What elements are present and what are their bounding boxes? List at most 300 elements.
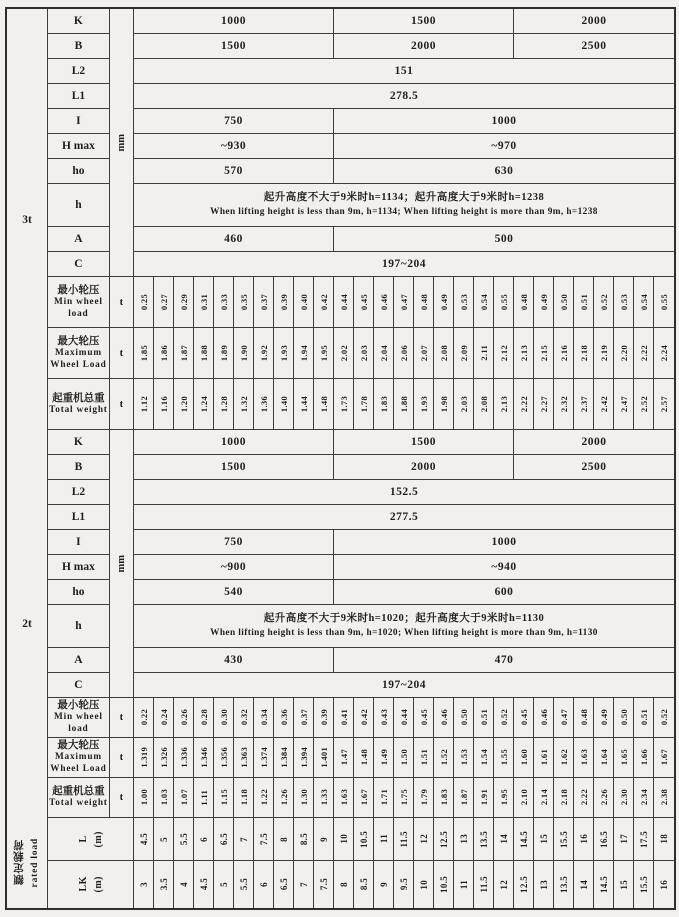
span-LK-value-cell <box>354 861 374 908</box>
span-LK-value-cell <box>634 861 654 908</box>
min-wheel-load-value: 0.41 <box>338 709 349 726</box>
span-L-value-cell <box>194 818 214 861</box>
dim-value-cell <box>514 9 674 34</box>
total-weight-value-cell <box>294 778 314 818</box>
dim-value-text: 1000 <box>491 536 517 548</box>
min-wheel-load-value: 0.39 <box>318 709 329 726</box>
max-wheel-load-value-cell <box>194 738 214 778</box>
max-wheel-load-value-cell <box>354 738 374 778</box>
dim-value-cell <box>334 430 514 455</box>
param-label: A <box>48 648 110 673</box>
total-weight-value-cell <box>274 778 294 818</box>
dim-value-text: 1500 <box>411 15 436 27</box>
total-weight-value-cell <box>154 379 174 430</box>
min-wheel-load-value: 0.49 <box>598 709 609 726</box>
unit-mm-text <box>114 555 130 573</box>
min-wheel-load-value: 0.22 <box>138 709 149 726</box>
min-wheel-load-label-cn: 最小轮压 <box>57 700 100 712</box>
dim-value-cell <box>334 34 514 59</box>
min-wheel-load-value: 0.34 <box>258 709 269 726</box>
total-weight-value-cell <box>654 778 674 818</box>
dim-value-cell <box>334 109 674 134</box>
dim-value-cell <box>134 430 334 455</box>
total-weight-label-en: Total weight <box>49 404 108 415</box>
min-wheel-load-value-cell <box>654 277 674 328</box>
total-weight-value: 2.10 <box>518 789 529 806</box>
span-LK-value: 3 <box>138 882 149 887</box>
dim-value-text: 500 <box>494 233 514 245</box>
param-label: I <box>48 109 110 134</box>
max-wheel-load-value: 1.48 <box>358 749 369 766</box>
span-LK-unit: (m) <box>92 876 104 893</box>
min-wheel-load-value-cell <box>234 698 254 738</box>
dim-value-cell <box>334 159 674 184</box>
min-wheel-load-value: 0.39 <box>278 293 289 311</box>
max-wheel-load-value: 1.374 <box>258 747 269 768</box>
dim-value-text: 1000 <box>491 115 517 127</box>
total-weight-value-cell <box>474 379 494 430</box>
dim-value-cell <box>134 580 334 605</box>
span-LK-value: 15 <box>618 879 629 890</box>
max-wheel-load-value: 1.60 <box>518 749 529 766</box>
min-wheel-load-value: 0.47 <box>398 293 409 311</box>
total-weight-value-cell <box>294 379 314 430</box>
span-L-value-cell <box>294 818 314 861</box>
min-wheel-load-value-cell <box>474 277 494 328</box>
max-wheel-load-value: 1.336 <box>178 747 189 768</box>
dim-value-cell <box>134 227 334 252</box>
dim-row <box>134 580 674 605</box>
span-L-value-cell <box>614 818 634 861</box>
min-wheel-load-value-cell <box>334 277 354 328</box>
total-weight-label-cn: 起重机总重 <box>52 786 105 798</box>
max-wheel-load-value: 1.394 <box>298 747 309 768</box>
span-LK-value-cell <box>594 861 614 908</box>
span-L-value: 8 <box>278 836 289 842</box>
span-LK-value: 9.5 <box>398 878 409 891</box>
max-wheel-load-value: 2.03 <box>358 344 369 362</box>
min-wheel-load-value-cell <box>314 277 334 328</box>
rated-load-label-text <box>12 838 42 887</box>
max-wheel-load-value: 1.64 <box>598 749 609 766</box>
dim-row <box>134 159 674 184</box>
min-wheel-load-value: 0.44 <box>338 293 349 311</box>
span-L-value-cell <box>514 818 534 861</box>
span-L-value: 7.5 <box>258 832 269 846</box>
total-weight-value: 1.98 <box>438 395 449 413</box>
min-wheel-load-value-cell <box>174 277 194 328</box>
total-weight-value-cell <box>494 778 514 818</box>
param-label: C <box>48 673 110 698</box>
span-L-value-cell <box>634 818 654 861</box>
dim-value-cell <box>134 530 334 555</box>
span-L-value: 12 <box>418 834 429 844</box>
span-L-value-cell <box>594 818 614 861</box>
max-wheel-load-value: 1.326 <box>158 747 169 768</box>
min-wheel-load-value-cell <box>454 698 474 738</box>
min-wheel-load-value-cell <box>374 277 394 328</box>
max-wheel-load-value: 1.384 <box>278 747 289 768</box>
dim-row <box>134 252 674 277</box>
max-wheel-load-value: 1.363 <box>238 747 249 768</box>
total-weight-value: 2.42 <box>598 395 609 413</box>
span-L-value-cell <box>174 818 194 861</box>
span-LK-value-cell <box>134 861 154 908</box>
max-wheel-load-value: 2.19 <box>598 344 609 362</box>
span-L-value: 17.5 <box>638 830 649 848</box>
min-wheel-load-value: 0.50 <box>618 709 629 726</box>
max-wheel-load-label <box>48 328 110 379</box>
span-L-value: 4.5 <box>138 832 149 846</box>
min-wheel-load-value-cell <box>534 698 554 738</box>
min-wheel-load-value-cell <box>394 698 414 738</box>
dim-value-text: 1000 <box>221 436 246 448</box>
span-L-value: 15.5 <box>558 830 569 848</box>
min-wheel-load-value: 0.37 <box>258 293 269 311</box>
dim-value-cell <box>134 505 674 530</box>
min-wheel-load-value-cell <box>294 698 314 738</box>
min-wheel-load-label-cn: 最小轮压 <box>57 284 100 296</box>
total-weight-value: 1.20 <box>178 395 189 413</box>
total-weight-value: 1.87 <box>458 789 469 806</box>
total-weight-label <box>48 379 110 430</box>
min-wheel-load-value-cell <box>594 277 614 328</box>
min-wheel-load-value-cell <box>154 277 174 328</box>
max-wheel-load-value: 1.61 <box>538 749 549 766</box>
total-weight-value-cell <box>534 778 554 818</box>
max-wheel-load-value-cell <box>374 328 394 379</box>
total-weight-value: 2.30 <box>618 789 629 806</box>
capacity-label-2t <box>7 430 48 818</box>
total-weight-value: 1.73 <box>338 395 349 413</box>
max-wheel-load-value: 1.62 <box>558 749 569 766</box>
param-label: K <box>48 430 110 455</box>
param-label: B <box>48 455 110 480</box>
unit-t-text: t <box>119 712 124 723</box>
max-wheel-load-value-cell <box>154 738 174 778</box>
rated-load-label-en: rated load <box>29 838 40 888</box>
span-L-value: 5.5 <box>178 832 189 846</box>
dim-value-text: 2000 <box>411 461 436 473</box>
max-wheel-load-value: 2.20 <box>618 344 629 362</box>
span-LK-value: 5 <box>218 882 229 887</box>
span-LK-value: 4.5 <box>198 878 209 891</box>
total-weight-value: 2.08 <box>478 395 489 413</box>
min-wheel-load-value-cell <box>414 277 434 328</box>
min-wheel-load-value: 0.52 <box>659 709 669 726</box>
max-wheel-load-value-cell <box>314 738 334 778</box>
min-wheel-load-value: 0.46 <box>438 709 449 726</box>
unit-t-text: t <box>119 347 124 359</box>
max-wheel-load-value-cell <box>274 328 294 379</box>
total-weight-value: 2.22 <box>518 395 529 413</box>
span-LK-value-cell <box>294 861 314 908</box>
dim-value-text: 2000 <box>581 436 607 448</box>
dim-value-cell <box>334 227 674 252</box>
span-L-value: 16 <box>578 834 589 844</box>
total-weight-value-cell <box>374 778 394 818</box>
max-wheel-load-value: 1.47 <box>338 749 349 766</box>
min-wheel-load-value-cell <box>334 698 354 738</box>
min-wheel-load-value: 0.47 <box>558 709 569 726</box>
min-wheel-load-value-cell <box>614 277 634 328</box>
min-wheel-load-value: 0.54 <box>478 293 489 311</box>
min-wheel-load-value: 0.52 <box>498 709 509 726</box>
min-wheel-load-value: 0.51 <box>578 293 589 311</box>
max-wheel-load-value-cell <box>274 738 294 778</box>
span-LK-value: 13 <box>538 879 549 890</box>
param-label: h <box>48 184 110 227</box>
dim-row <box>134 455 674 480</box>
total-weight-value-cell <box>514 379 534 430</box>
span-L-value-cell <box>334 818 354 861</box>
total-weight-value-cell <box>614 379 634 430</box>
total-weight-value-cell <box>254 778 274 818</box>
max-wheel-load-value-cell <box>334 328 354 379</box>
max-wheel-load-value-cell <box>594 328 614 379</box>
max-wheel-load-value: 2.22 <box>638 344 649 362</box>
dim-value-cell <box>334 134 674 159</box>
max-wheel-load-value: 1.55 <box>498 749 509 766</box>
dim-row <box>134 648 674 673</box>
min-wheel-load-value-cell <box>274 277 294 328</box>
total-weight-value: 1.24 <box>198 395 209 413</box>
max-wheel-load-value-cell <box>554 738 574 778</box>
param-label: H max <box>48 555 110 580</box>
span-LK-row <box>48 861 674 908</box>
min-wheel-load-value: 0.53 <box>618 293 629 311</box>
param-label: ho <box>48 159 110 184</box>
span-LK-value: 4 <box>178 882 189 887</box>
span-LK-value: 3.5 <box>158 878 169 891</box>
span-LK-value: 8.5 <box>358 878 369 891</box>
span-L-unit: (m) <box>92 830 104 848</box>
span-LK-value-cell <box>214 861 234 908</box>
total-weight-value-cell <box>254 379 274 430</box>
total-weight-value-cell <box>174 778 194 818</box>
total-weight-row <box>48 379 674 430</box>
dim-note-en: When lifting height is less than 9m, h=1020; When lifting height is more than 9m, h=1130 <box>210 627 598 638</box>
span-LK-value: 10.5 <box>438 876 449 893</box>
total-weight-value: 2.14 <box>538 789 549 806</box>
total-weight-value-cell <box>554 778 574 818</box>
total-weight-value: 1.83 <box>378 395 389 413</box>
span-L-value: 14 <box>498 834 509 844</box>
min-wheel-load-value-cell <box>474 698 494 738</box>
min-wheel-load-value-cell <box>214 698 234 738</box>
dim-row <box>134 480 674 505</box>
min-wheel-load-value: 0.48 <box>578 709 589 726</box>
max-wheel-load-value-cell <box>414 328 434 379</box>
min-wheel-load-value-cell <box>514 698 534 738</box>
dim-value-text: 1000 <box>221 15 246 27</box>
total-weight-value: 1.67 <box>358 789 369 806</box>
total-weight-value-cell <box>634 778 654 818</box>
span-L-symbol: L <box>77 835 89 843</box>
max-wheel-load-value-cell <box>574 738 594 778</box>
max-wheel-load-value: 2.08 <box>438 344 449 362</box>
min-wheel-load-value-cell <box>614 698 634 738</box>
max-wheel-load-label-cn: 最大轮压 <box>57 740 100 752</box>
max-wheel-load-value-cell <box>514 328 534 379</box>
min-wheel-load-value: 0.53 <box>458 293 469 311</box>
min-wheel-load-value-cell <box>494 277 514 328</box>
span-L-value: 12.5 <box>438 830 449 848</box>
param-label: ho <box>48 580 110 605</box>
min-wheel-load-value-cell <box>554 698 574 738</box>
unit-t-text: t <box>119 296 124 308</box>
min-wheel-load-value: 0.49 <box>438 293 449 311</box>
dim-row <box>134 34 674 59</box>
dim-value-cell <box>134 159 334 184</box>
span-L-value: 13.5 <box>478 830 489 848</box>
unit-mm-text <box>114 134 130 152</box>
max-wheel-load-value-cell <box>294 738 314 778</box>
total-weight-value: 2.37 <box>578 395 589 413</box>
min-wheel-load-value: 0.50 <box>558 293 569 311</box>
min-wheel-load-value-cell <box>214 277 234 328</box>
max-wheel-load-value: 1.88 <box>198 344 209 362</box>
min-wheel-load-value-cell <box>274 698 294 738</box>
total-weight-value-cell <box>414 379 434 430</box>
dim-value-text: 540 <box>224 586 243 598</box>
min-wheel-load-value: 0.46 <box>378 293 389 311</box>
max-wheel-load-value-cell <box>134 328 154 379</box>
min-wheel-load-value-cell <box>374 698 394 738</box>
span-L-value-cell <box>234 818 254 861</box>
min-wheel-load-value: 0.30 <box>218 709 229 726</box>
span-LK-value-cell <box>234 861 254 908</box>
dim-value-text: ~900 <box>220 561 247 573</box>
max-wheel-load-label <box>48 738 110 778</box>
min-wheel-load-value-cell <box>174 698 194 738</box>
total-weight-value: 2.47 <box>618 395 629 413</box>
unit-t <box>110 698 134 738</box>
min-wheel-load-value: 0.51 <box>638 709 649 726</box>
max-wheel-load-value: 1.65 <box>618 749 629 766</box>
span-LK-value-cell <box>434 861 454 908</box>
dim-value-text: 430 <box>224 654 243 666</box>
max-wheel-load-value-cell <box>254 328 274 379</box>
unit-t <box>110 277 134 328</box>
min-wheel-load-value-cell <box>654 698 674 738</box>
span-L-value-cell <box>374 818 394 861</box>
span-LK-value-cell <box>454 861 474 908</box>
unit-mm-line: mm <box>115 554 127 573</box>
max-wheel-load-row <box>48 328 674 379</box>
max-wheel-load-value: 2.04 <box>378 344 389 362</box>
min-wheel-load-value: 0.31 <box>198 293 209 311</box>
min-wheel-load-value: 0.45 <box>358 293 369 311</box>
param-label: H max <box>48 134 110 159</box>
min-wheel-load-value: 0.33 <box>218 293 229 311</box>
min-wheel-load-value-cell <box>574 698 594 738</box>
max-wheel-load-value-cell <box>374 738 394 778</box>
max-wheel-load-value-cell <box>454 328 474 379</box>
total-weight-value-cell <box>194 778 214 818</box>
min-wheel-load-row <box>48 698 674 738</box>
span-L-value: 11 <box>378 834 389 844</box>
min-wheel-load-value-cell <box>574 277 594 328</box>
min-wheel-load-value: 0.36 <box>278 709 289 726</box>
param-label: C <box>48 252 110 277</box>
max-wheel-load-value: 1.50 <box>398 749 409 766</box>
total-weight-value: 1.78 <box>358 395 369 413</box>
total-weight-value-cell <box>134 778 154 818</box>
max-wheel-load-value-cell <box>614 328 634 379</box>
min-wheel-load-value-cell <box>154 698 174 738</box>
span-L-label-text <box>76 831 106 848</box>
min-wheel-load-value-cell <box>634 698 654 738</box>
span-LK-value: 6.5 <box>278 878 289 891</box>
total-weight-value: 1.18 <box>238 789 249 806</box>
max-wheel-load-value-cell <box>334 738 354 778</box>
min-wheel-load-label-en: Min wheel load <box>54 712 103 735</box>
dim-row <box>134 9 674 34</box>
span-LK-value-cell <box>394 861 414 908</box>
dim-row <box>134 673 674 698</box>
total-weight-value: 1.79 <box>418 789 429 806</box>
dim-value-cell <box>334 648 674 673</box>
param-label: h <box>48 605 110 648</box>
total-weight-value-cell <box>454 778 474 818</box>
total-weight-value-cell <box>434 778 454 818</box>
max-wheel-load-value: 1.52 <box>438 749 449 766</box>
dim-value-text: 152.5 <box>389 486 419 498</box>
span-L-label <box>48 818 134 861</box>
min-wheel-load-value-cell <box>234 277 254 328</box>
max-wheel-load-value-cell <box>254 738 274 778</box>
total-weight-value-cell <box>574 778 594 818</box>
section-2t <box>7 430 674 818</box>
dim-value-cell <box>334 530 674 555</box>
unit-mm <box>110 430 134 698</box>
max-wheel-load-value: 2.02 <box>338 344 349 362</box>
max-wheel-load-value-cell <box>574 328 594 379</box>
max-wheel-load-value: 2.07 <box>418 344 429 362</box>
dim-value-text: 151 <box>394 65 414 77</box>
param-label: L1 <box>48 84 110 109</box>
total-weight-value: 1.33 <box>318 789 329 806</box>
total-weight-value-cell <box>374 379 394 430</box>
total-weight-value-cell <box>454 379 474 430</box>
param-label: L1 <box>48 505 110 530</box>
span-L-value-cell <box>454 818 474 861</box>
span-L-value-cell <box>654 818 674 861</box>
total-weight-value: 1.48 <box>318 395 329 413</box>
span-LK-value: 7 <box>298 882 309 887</box>
span-L-value-cell <box>314 818 334 861</box>
total-weight-value-cell <box>354 778 374 818</box>
total-weight-value-cell <box>434 379 454 430</box>
dim-value-text: 460 <box>224 233 243 245</box>
dim-value-text: 570 <box>224 165 243 177</box>
span-L-value: 6 <box>198 836 209 842</box>
min-wheel-load-value-cell <box>194 698 214 738</box>
dim-row <box>134 109 674 134</box>
max-wheel-load-value: 1.319 <box>138 747 149 768</box>
max-wheel-load-value-cell <box>234 738 254 778</box>
total-weight-value-cell <box>394 778 414 818</box>
total-weight-value-cell <box>314 778 334 818</box>
min-wheel-load-value: 0.25 <box>138 293 149 311</box>
total-weight-value: 1.28 <box>218 395 229 413</box>
span-L-value-cell <box>494 818 514 861</box>
max-wheel-load-value-cell <box>174 738 194 778</box>
dim-row <box>134 530 674 555</box>
span-LK-value: 9 <box>378 882 389 887</box>
span-L-value-cell <box>394 818 414 861</box>
